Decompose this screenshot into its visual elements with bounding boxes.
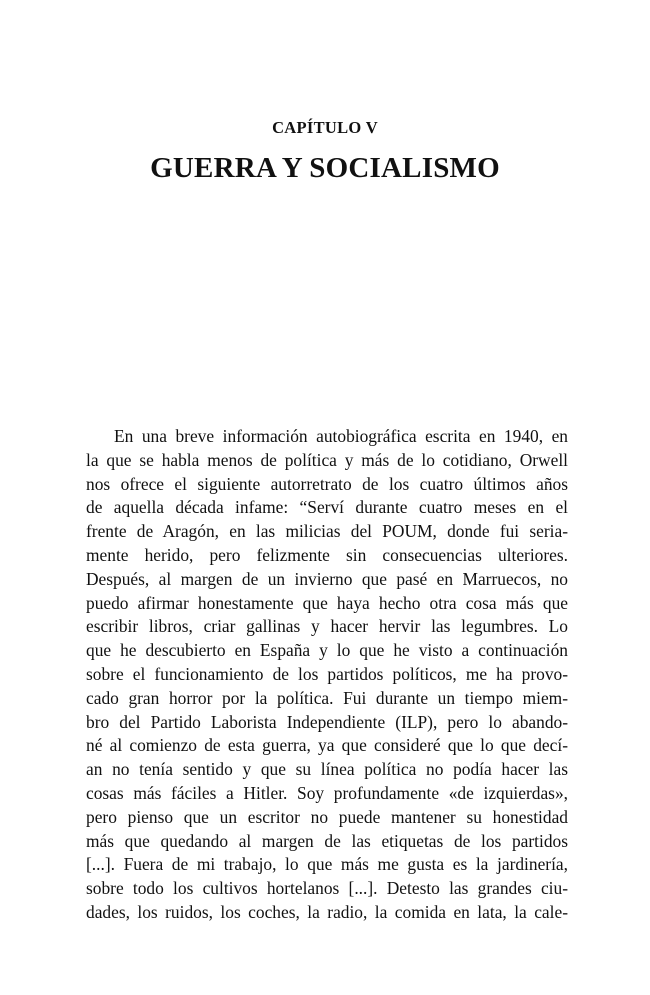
text-line: cosas más fáciles a Hitler. Soy profundamente «de izquierdas», [86,782,568,803]
chapter-number: CAPÍTULO V [272,118,378,137]
text-line: que he descubierto en España y lo que he visto a continuación [86,640,568,661]
chapter-title: GUERRA Y SOCIALISMO [150,152,500,184]
text-line: pero pienso que un escritor no puede mantener su honestidad [86,806,568,827]
text-line: la que se habla menos de política y más de lo cotidiano, Orwell [86,449,568,470]
text-line: [...]. Fuera de mi trabajo, lo que más me gusta es la jardinería, [86,854,568,875]
text-line: nos ofrece el siguiente autorretrato de los cuatro últimos años [86,473,568,494]
text-line: né al comienzo de esta guerra, ya que consideré que lo que decí- [86,735,568,756]
body-paragraph [86,425,568,925]
text-line: sobre el funcionamiento de los partidos políticos, me ha provo- [86,663,568,684]
text-line: bro del Partido Laborista Independiente (ILP), pero lo abando- [86,711,568,732]
text-line: dades, los ruidos, los coches, la radio, la comida en lata, la cale- [86,901,568,922]
text-line: puedo afirmar honestamente que haya hecho otra cosa más que [86,592,568,613]
text-line: escribir libros, criar gallinas y hacer hervir las legumbres. Lo [86,616,568,637]
text-line: de aquella década infame: “Serví durante cuatro meses en el [86,497,568,518]
text-line: sobre todo los cultivos hortelanos [...]. Detesto las grandes ciu- [86,878,568,899]
text-line: En una breve información autobiográfica escrita en 1940, en [114,426,568,446]
text-line: más que quedando al margen de las etiquetas de los partidos [86,830,568,851]
text-line: Después, al margen de un invierno que pasé en Marruecos, no [86,568,568,589]
text-line: cado gran horror por la política. Fui durante un tiempo miem- [86,687,568,708]
text-line: mente herido, pero felizmente sin consecuencias ulteriores. [86,544,568,565]
text-line: frente de Aragón, en las milicias del POUM, donde fui seria- [86,521,568,542]
text-line: an no tenía sentido y que su línea política no podía hacer las [86,759,568,780]
